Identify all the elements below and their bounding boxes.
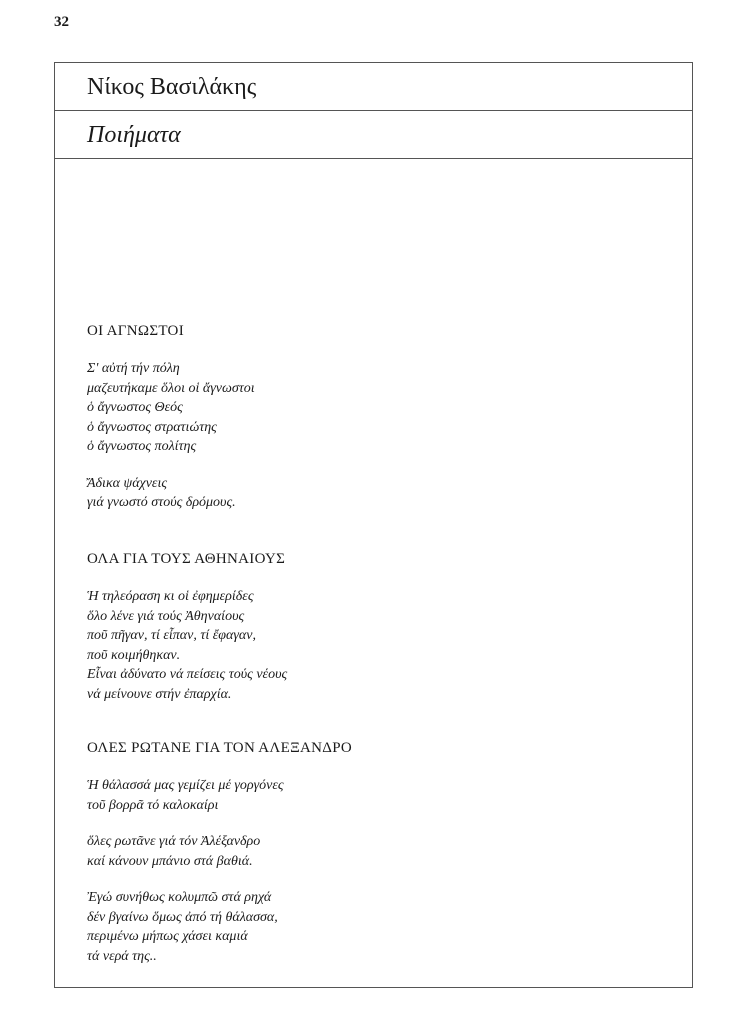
stanza [87,359,647,457]
poem-line: Εἶναι ἀδύνατο νά πείσεις τούς νέους [87,667,288,682]
poem-line: Σ' αὐτή τήν πόλη [87,361,180,376]
poem-line: ὁ ἄγνωστος πολίτης [87,439,197,454]
stanza [87,587,647,704]
poem-title: ΟΛΑ ΓΙΑ ΤΟΥΣ ΑΘΗΝΑΙΟΥΣ [87,551,286,567]
poem-line: Ἐγώ συνήθως κολυμπῶ στά ρηχά [87,890,272,905]
poem-line: τοῦ βορρᾶ τό καλοκαίρι [87,797,219,813]
poem-line: δέν βγαίνω ὅμως ἀπό τή θάλασσα, [87,909,278,925]
poem-line: ὁ ἄγνωστος Θεός [87,400,183,415]
page-number: 32 [54,14,69,30]
poem-line: μαζευτήκαμε ὅλοι οἱ ἄγνωστοι [87,380,255,396]
poem-title: ΟΛΕΣ ΡΩΤΑΝΕ ΓΙΑ ΤΟΝ ΑΛΕΞΑΝΔΡΟ [87,740,352,756]
poem-line: ὅλο λένε γιά τούς Ἀθηναίους [87,608,245,624]
poem-line: ποῦ κοιμήθηκαν. [87,647,181,663]
poem-title: ΟΙ ΑΓΝΩΣΤΟΙ [87,323,184,339]
poem-line: Ἄδικα ψάχνεις [87,475,168,491]
poem-line: τά νερά της.. [87,948,157,964]
poem-line: γιά γνωστό στούς δρόμους. [87,495,236,510]
poem [87,322,647,530]
stanza [87,888,647,966]
poem-line: νά μείνουνε στήν ἐπαρχία. [87,686,232,702]
poem-line: Ἡ θάλασσά μας γεμίζει μέ γοργόνες [87,778,284,793]
poem-line: καί κάνουν μπάνιο στά βαθιά. [87,853,253,869]
poem-line: ὅλες ρωτᾶνε γιά τόν Ἀλέξανδρο [87,834,261,849]
poem-line: περιμένω μήπως χάσει καμιά [87,929,248,944]
stanza [87,832,647,871]
page-frame [54,62,693,988]
stanza [87,776,647,815]
stanza [87,474,647,513]
author-name: Νίκος Βασιλάκης [55,63,692,111]
poem [87,550,647,721]
poem-line: ὁ ἄγνωστος στρατιώτης [87,419,217,435]
poem-line: Ἡ τηλεόραση κι οἱ ἐφημερίδες [87,589,254,604]
book-title: Ποιήματα [55,111,692,159]
poem-line: ποῦ πῆγαν, τί εἶπαν, τί ἔφαγαν, [87,628,256,643]
poem [87,739,647,983]
